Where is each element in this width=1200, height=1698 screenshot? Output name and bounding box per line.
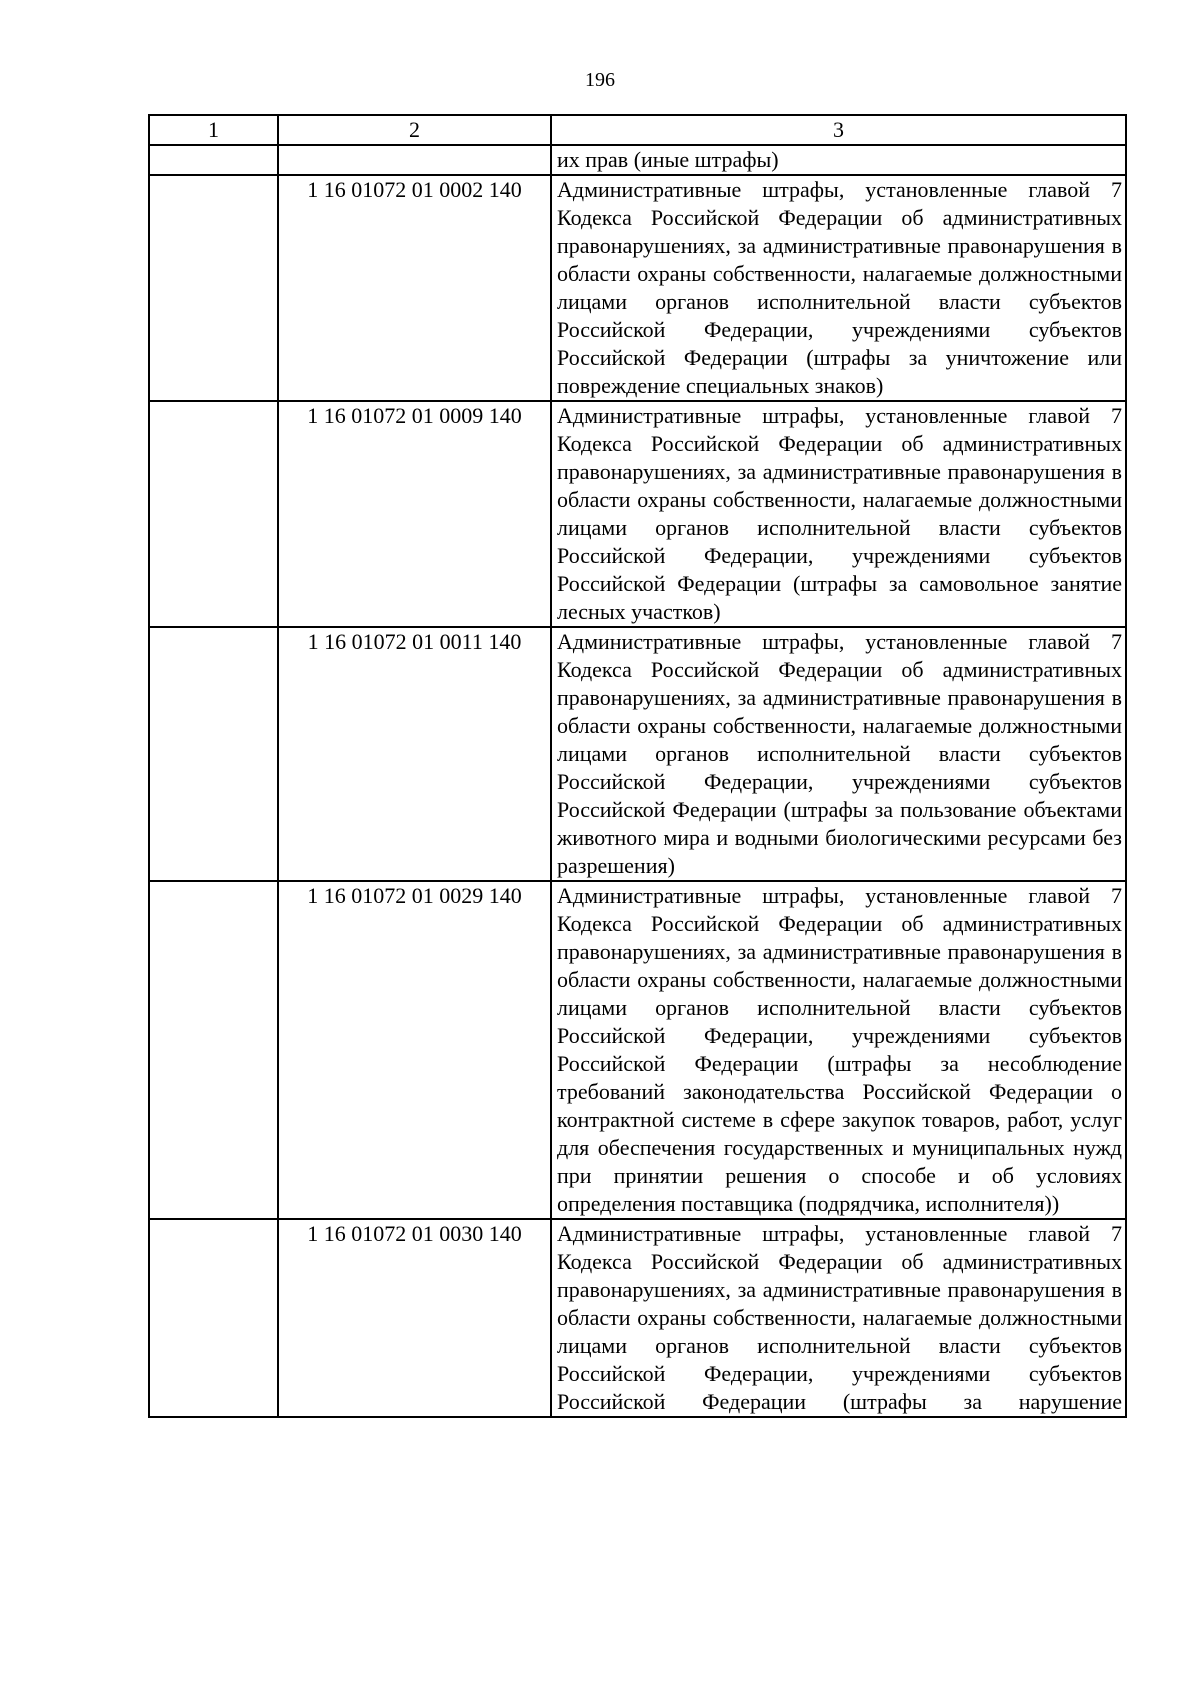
table-row: [149, 627, 1126, 881]
revenue-description-cell: Административные штрафы, установленные главой 7 Кодекса Российской Федерации об административных правонарушениях, за административные правонарушения в области охраны собственности, налагаемые должностными лицами органов исполнительной власти субъектов Российской Федерации, учреждениями субъектов Российской Федерации (штрафы за самовольное занятие лесных участков): [551, 401, 1126, 627]
table-row: [149, 401, 1126, 627]
column-1-cell: [149, 627, 278, 881]
budget-code-cell: 1 16 01072 01 0011 140: [278, 627, 551, 881]
budget-code-cell: 1 16 01072 01 0030 140: [278, 1219, 551, 1417]
column-number-row: [149, 115, 1126, 145]
column-1-cell: [149, 401, 278, 627]
column-number-1: 1: [149, 115, 278, 145]
continuation-row: [149, 145, 1126, 175]
table-body: [149, 115, 1126, 1417]
revenue-description-cell: Административные штрафы, установленные главой 7 Кодекса Российской Федерации об административных правонарушениях, за административные правонарушения в области охраны собственности, налагаемые должностными лицами органов исполнительной власти субъектов Российской Федерации, учреждениями субъектов Российской Федерации (штрафы за уничтожение или повреждение специальных знаков): [551, 175, 1126, 401]
column-number-2: 2: [278, 115, 551, 145]
column-number-3: 3: [551, 115, 1126, 145]
budget-classification-table: [148, 114, 1127, 1418]
column-1-cell: [149, 881, 278, 1219]
column-1-cell: [149, 175, 278, 401]
budget-code-cell: 1 16 01072 01 0029 140: [278, 881, 551, 1219]
revenue-description-cell: Административные штрафы, установленные главой 7 Кодекса Российской Федерации об административных правонарушениях, за административные правонарушения в области охраны собственности, налагаемые должностными лицами органов исполнительной власти субъектов Российской Федерации, учреждениями субъектов Российской Федерации (штрафы за несоблюдение требований законодательства Российской Федерации о контрактной системе в сфере закупок товаров, работ, услуг для обеспечения государственных и муниципальных нужд при принятии решения о способе и об условиях определения поставщика (подрядчика, исполнителя)): [551, 881, 1126, 1219]
continuation-text: их прав (иные штрафы): [551, 145, 1126, 175]
table-row: [149, 881, 1126, 1219]
table-row: [149, 1219, 1126, 1417]
table-row: [149, 175, 1126, 401]
empty-cell: [278, 145, 551, 175]
column-1-cell: [149, 1219, 278, 1417]
page-number: 196: [585, 69, 615, 91]
revenue-description-cell: Административные штрафы, установленные главой 7 Кодекса Российской Федерации об административных правонарушениях, за административные правонарушения в области охраны собственности, налагаемые должностными лицами органов исполнительной власти субъектов Российской Федерации, учреждениями субъектов Российской Федерации (штрафы за пользование объектами животного мира и водными биологическими ресурсами без разрешения): [551, 627, 1126, 881]
empty-cell: [149, 145, 278, 175]
budget-code-cell: 1 16 01072 01 0009 140: [278, 401, 551, 627]
revenue-description-cell: Административные штрафы, установленные главой 7 Кодекса Российской Федерации об административных правонарушениях, за административные правонарушения в области охраны собственности, налагаемые должностными лицами органов исполнительной власти субъектов Российской Федерации, учреждениями субъектов Российской Федерации (штрафы за нарушение: [551, 1219, 1126, 1417]
budget-code-cell: 1 16 01072 01 0002 140: [278, 175, 551, 401]
